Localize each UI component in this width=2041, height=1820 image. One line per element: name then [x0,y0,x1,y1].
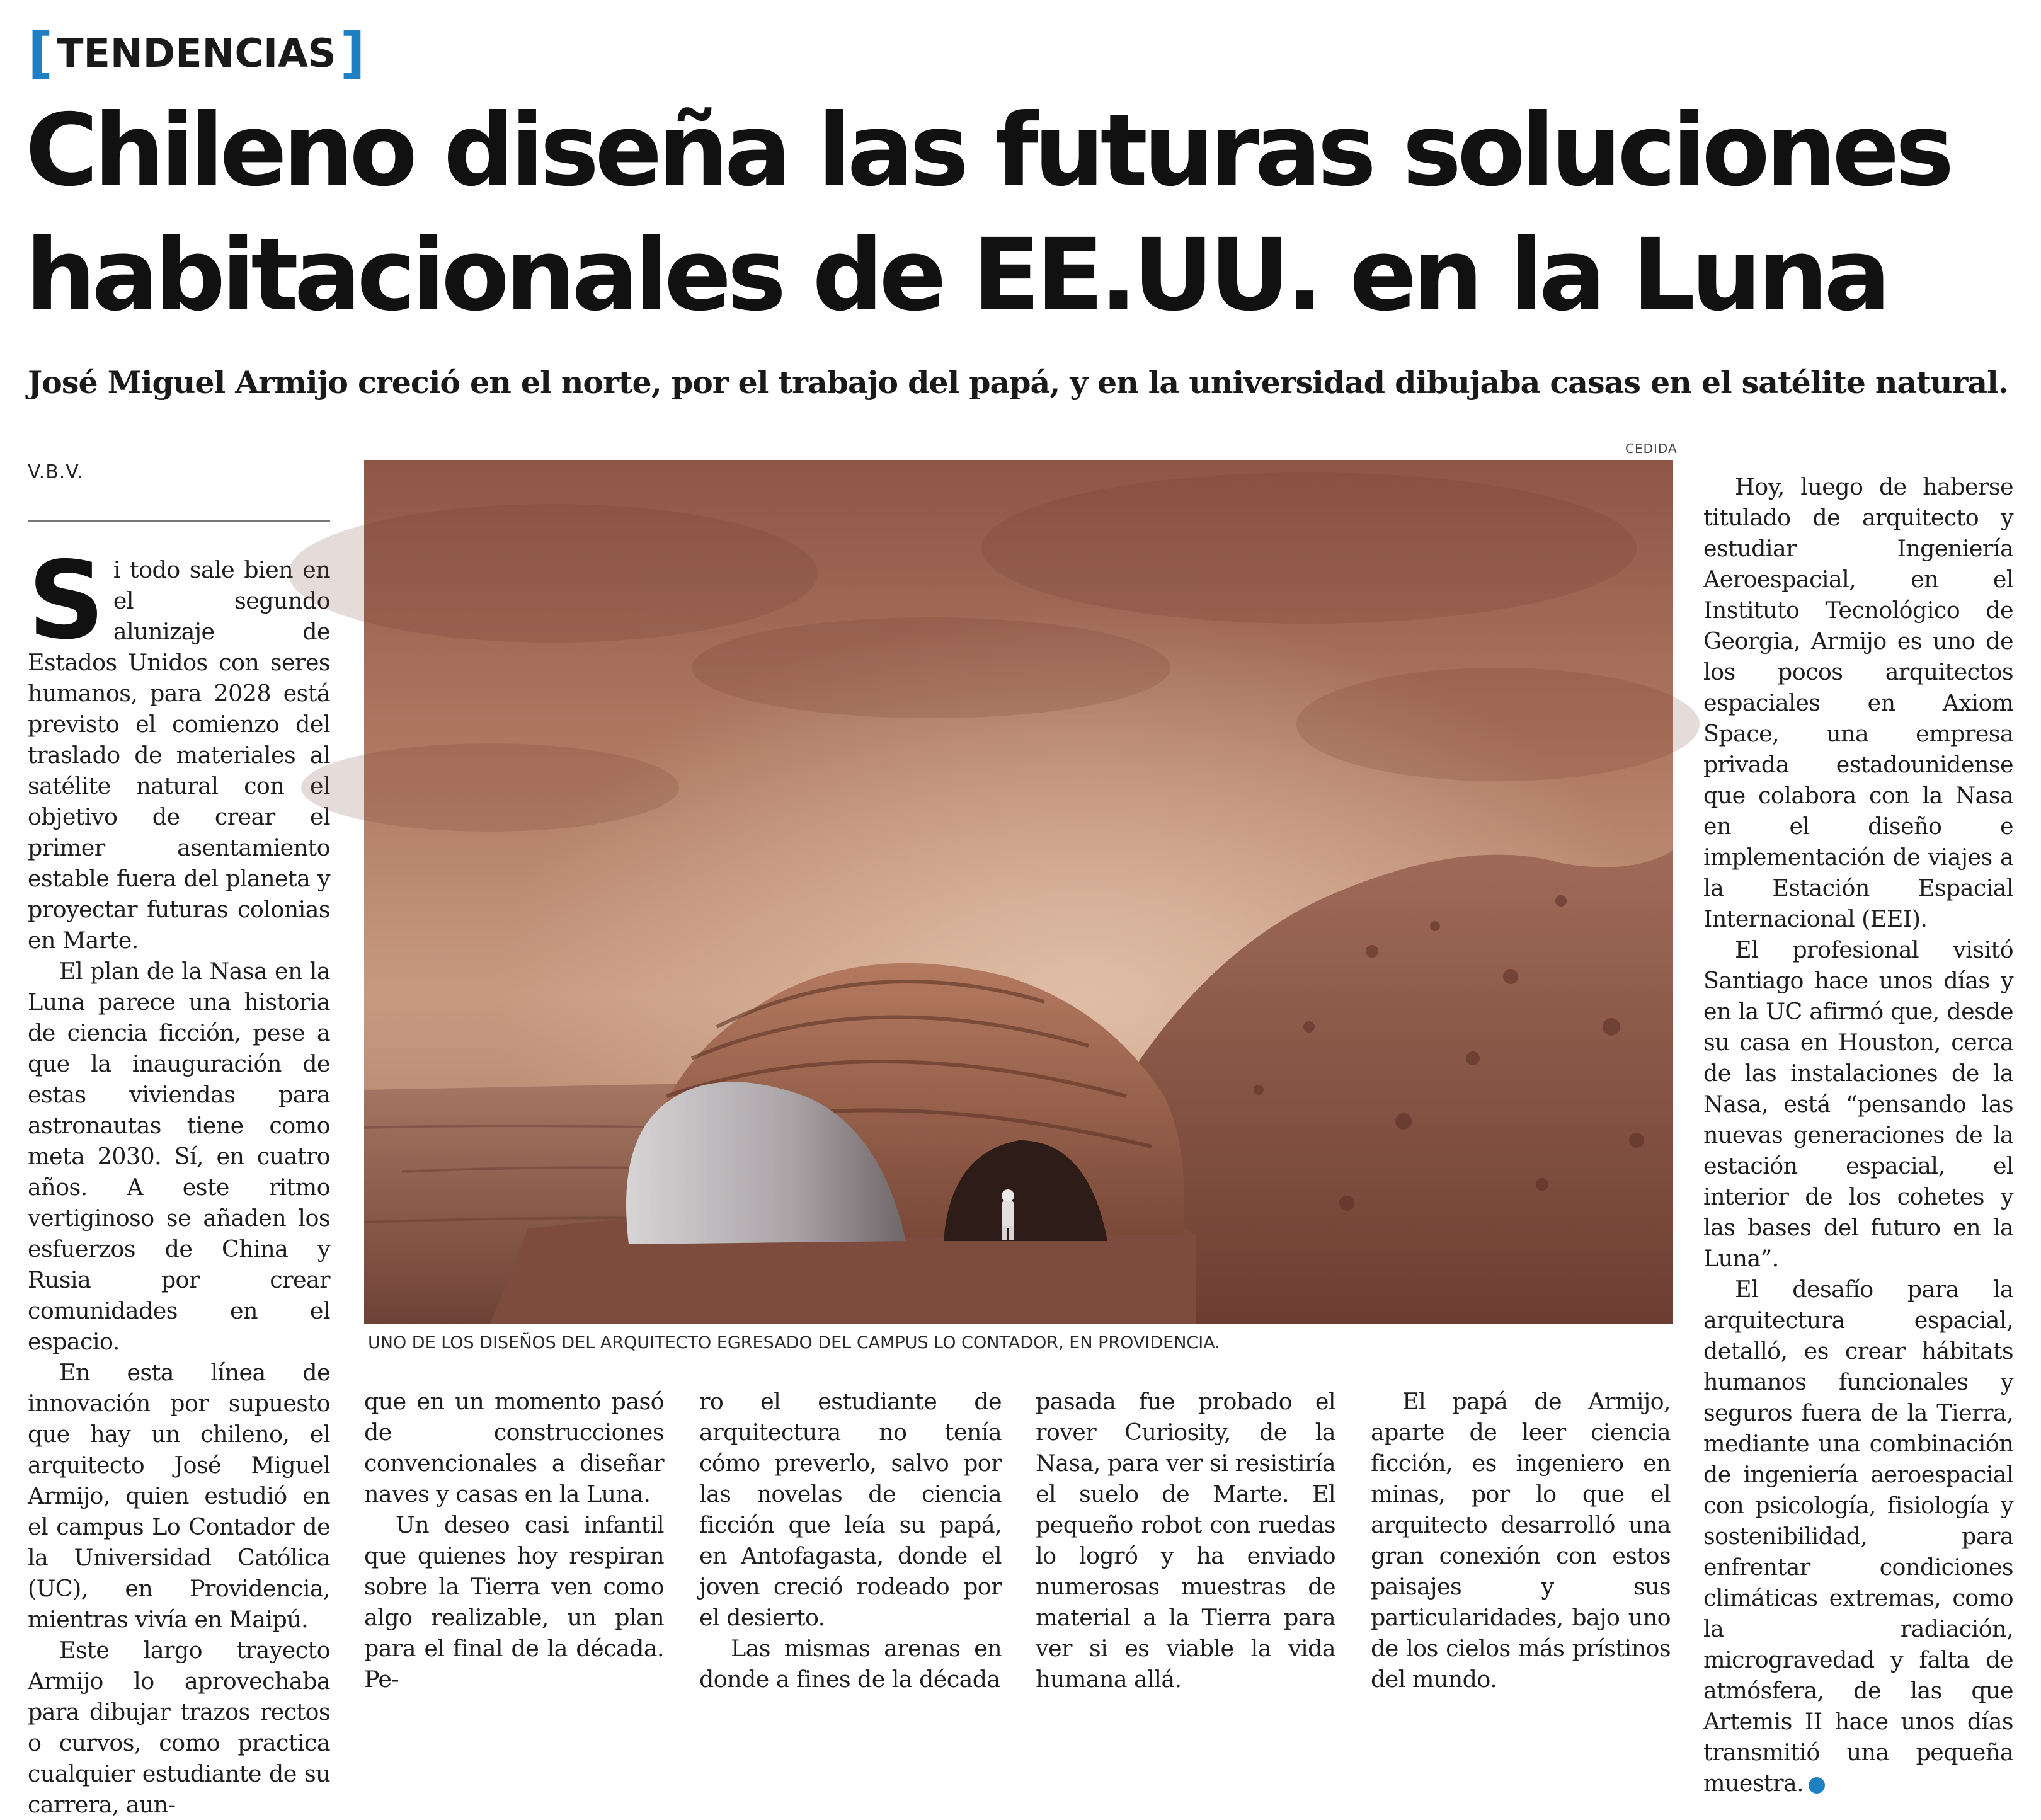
lunar-habitat-photo [364,460,1673,1324]
paragraph: En esta línea de innovación por supuesto que hay un chileno, el arquitecto José Miguel Armijo, quien estudió en el campus Lo Contador de la Universidad Católica (UC), en Providencia, mientras vivía en Maipú. [28,1359,330,1633]
byline-divider [28,520,330,522]
article-column-bottom-4 [1371,1386,1671,1693]
photo-caption: UNO DE LOS DISEÑOS DEL ARQUITECTO EGRESADO DEL CAMPUS LO CONTADOR, EN PROVIDENCIA. [368,1333,1220,1353]
article-column-left [28,539,330,1818]
article-column-bottom-3 [1036,1386,1335,1693]
section-label: TENDENCIAS [57,30,336,76]
bracket-open-icon: [ [28,20,54,85]
headline-line-2: habitacionales de EE.UU. en la Luna [25,217,1887,333]
paragraph: Hoy, luego de haberse titulado de arquitecto y estudiar Ingeniería Aeroespacial, en el Instituto Tecnológico de Georgia, Armijo es uno de los pocos arquitectos espaciales en Axiom Space, una empresa privada estadounidense que colabora con la Nasa en el diseño e implementación de viajes a la Estación Espacial Internacional (EEI). [1703,473,2013,932]
deck-subheadline: José Miguel Armijo creció en el norte, por el trabajo del papá, y en la universidad dibujaba casas en el satélite natural. [28,364,2008,401]
dropcap: S [28,539,105,663]
paragraph: El plan de la Nasa en la Luna parece una historia de ciencia ficción, pese a que la inauguración de estas viviendas para astronautas tiene como meta 2030. Sí, en cuatro años. A este ritmo vertiginoso se añaden los esfuerzos de China y Rusia por crear comunidades en el espacio. [28,958,330,1355]
byline: V.B.V. [28,461,84,483]
paragraph: Este largo trayecto Armijo lo aprovechaba para dibujar trazos rectos o curvos, como practica cualquier estudiante de su carrera, aun- [28,1637,330,1818]
bracket-close-icon: ] [340,20,365,85]
article-column-bottom-1 [364,1386,664,1693]
paragraph-final: El desafío para la arquitectura espacial, detalló, es crear hábitats humanos funcionales y seguros fuera de la Tierra, mediante una combinación de ingeniería aeroespacial con psicología, fisiología y sostenibilidad, para enfrentar condiciones climáticas extremas, como la radiación, microgravedad y falta de atmósfera, de las que Artemis II hace unos días transmitió una pequeña muestra. ✪ [1703,1276,2013,1797]
paragraph: Un deseo casi infantil que quienes hoy respiran sobre la Tierra ven como algo realizable, un plan para el final de la década. Pe- [364,1511,664,1693]
paragraph: ro el estudiante de arquitectura no tenía cómo preverlo, salvo por las novelas de ciencia ficción que leía su papá, en Antofagasta, donde el joven creció rodeado por el desierto. [699,1388,1002,1631]
paragraph: que en un momento pasó de construcciones convencionales a diseñar naves y casas en la Luna. [364,1388,664,1508]
paragraph-lead: Si todo sale bien en el segundo alunizaje de Estados Unidos con seres humanos, para 2028 está previsto el comienzo del traslado de materiales al satélite natural con el objetivo de crear el primer asentamiento estable fuera del planeta y proyectar futuras colonias en Marte. [28,539,330,954]
photo-credit: CEDIDA [1625,441,1678,456]
paragraph: Las mismas arenas en donde a fines de la década [699,1635,1002,1693]
paragraph: pasada fue probado el rover Curiosity, de la Nasa, para ver si resistiría el suelo de Marte. El pequeño robot con ruedas lo logró y ha enviado numerosas muestras de material a la Tierra para ver si es viable la vida humana allá. [1036,1388,1335,1693]
paragraph: El profesional visitó Santiago hace unos días y en la UC afirmó que, desde su casa en Houston, cerca de las instalaciones de la Nasa, está “pensando las nuevas generaciones de la estación espacial, el interior de los cohetes y las bases del futuro en la Luna”. [1703,936,2013,1272]
headline-line-1: Chileno diseña las futuras soluciones [25,93,1950,209]
paragraph: El papá de Armijo, aparte de leer ciencia ficción, es ingeniero en minas, por lo que el arquitecto desarrolló una gran conexión con estos paisajes y sus particularidades, bajo uno de los cielos más prístinos del mundo. [1371,1388,1671,1693]
article-column-right [1703,471,2013,1797]
star-circle-icon: ✪ [1809,1777,1825,1794]
section-tag [28,20,365,85]
article-column-bottom-2 [699,1386,1002,1693]
